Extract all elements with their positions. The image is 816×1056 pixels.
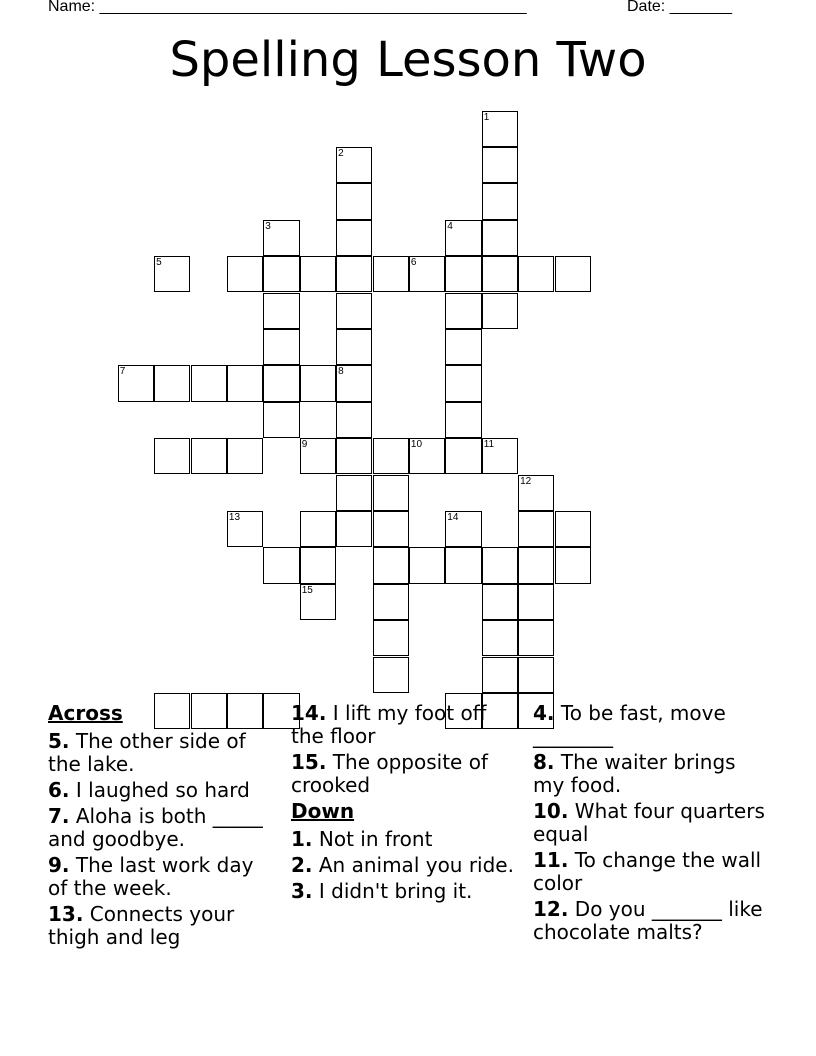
crossword-cell[interactable]: [118, 365, 154, 401]
clue-across-6: 6. I laughed so hard: [48, 778, 250, 802]
page-title: Spelling Lesson Two: [169, 32, 647, 88]
crossword-cell[interactable]: [445, 256, 481, 292]
crossword-cell[interactable]: [482, 547, 518, 583]
crossword-cell[interactable]: [336, 147, 372, 183]
cell-number: 14: [447, 511, 459, 523]
cell-number: 6: [410, 257, 417, 269]
clue-across-13: 13. Connects your thigh and leg: [48, 902, 235, 949]
clue-across-7: 7. Aloha is both _____ and goodbye.: [48, 804, 263, 851]
crossword-cell[interactable]: [263, 402, 299, 438]
crossword-cell[interactable]: [482, 111, 518, 147]
clue-down-2: 2. An animal you ride.: [291, 853, 514, 877]
crossword-cell[interactable]: [445, 220, 481, 256]
crossword-cell[interactable]: [518, 475, 554, 511]
crossword-cell[interactable]: [191, 365, 227, 401]
crossword-cell[interactable]: [482, 657, 518, 693]
crossword-cell[interactable]: [555, 547, 591, 583]
cell-number: 11: [483, 439, 495, 451]
crossword-cell[interactable]: [227, 438, 263, 474]
crossword-cell[interactable]: [482, 293, 518, 329]
crossword-cell[interactable]: [300, 584, 336, 620]
crossword-cell[interactable]: [373, 657, 409, 693]
crossword-cell[interactable]: [445, 402, 481, 438]
crossword-cell[interactable]: [518, 547, 554, 583]
crossword-cell[interactable]: [373, 438, 409, 474]
cell-number: 10: [410, 439, 423, 451]
clue-down-12: 12. Do you _______ like chocolate malts?: [533, 897, 763, 944]
cell-number: 8: [338, 366, 344, 378]
crossword-cell[interactable]: [300, 511, 336, 547]
crossword-cell[interactable]: [445, 511, 481, 547]
crossword-cell[interactable]: [482, 147, 518, 183]
crossword-cell[interactable]: [336, 475, 372, 511]
crossword-cell[interactable]: [445, 293, 481, 329]
crossword-cell[interactable]: [482, 220, 518, 256]
cell-number: 2: [338, 147, 344, 159]
down-heading: Down: [291, 799, 355, 823]
crossword-cell[interactable]: [300, 365, 336, 401]
crossword-cell[interactable]: [191, 438, 227, 474]
clues-column-2: [291, 702, 521, 906]
crossword-cell[interactable]: [518, 657, 554, 693]
cell-number: 3: [265, 220, 271, 232]
clue-down-11: 11. To change the wall color: [533, 848, 762, 895]
crossword-cell[interactable]: [373, 256, 409, 292]
crossword-cell[interactable]: [445, 547, 481, 583]
crossword-cell[interactable]: [445, 438, 481, 474]
crossword-cell[interactable]: [227, 256, 263, 292]
crossword-cell[interactable]: [555, 256, 591, 292]
crossword-cell[interactable]: [373, 584, 409, 620]
clue-across-5: 5. The other side of the lake.: [48, 729, 246, 776]
crossword-cell[interactable]: [336, 365, 372, 401]
cell-number: 15: [301, 584, 313, 596]
crossword-cell[interactable]: [482, 620, 518, 656]
clue-down-10: 10. What four quarters equal: [533, 799, 765, 846]
crossword-cell[interactable]: [482, 183, 518, 219]
crossword-cell[interactable]: [373, 620, 409, 656]
clues-column-3: [533, 702, 773, 947]
clue-across-14: 14. I lift my foot off the floor: [291, 701, 487, 748]
clues-column-1: [48, 702, 278, 952]
crossword-cell[interactable]: [336, 183, 372, 219]
crossword-cell[interactable]: [154, 256, 190, 292]
cell-number: 13: [228, 511, 241, 523]
crossword-cell[interactable]: [300, 547, 336, 583]
cell-number: 5: [156, 257, 162, 269]
crossword-cell[interactable]: [336, 402, 372, 438]
crossword-cell[interactable]: [373, 511, 409, 547]
crossword-cell[interactable]: [409, 547, 445, 583]
clue-down-1: 1. Not in front: [291, 827, 433, 851]
crossword-cell[interactable]: [409, 256, 445, 292]
clue-down-8: 8. The waiter brings my food.: [533, 750, 736, 797]
crossword-cell[interactable]: [336, 438, 372, 474]
crossword-cell[interactable]: [482, 438, 518, 474]
crossword-cell[interactable]: [482, 256, 518, 292]
crossword-cell[interactable]: [373, 547, 409, 583]
clue-across-15: 15. The opposite of crooked: [291, 750, 488, 797]
name-field[interactable]: Name: ________________________________________________: [48, 0, 527, 15]
crossword-cell[interactable]: [300, 256, 336, 292]
crossword-cell[interactable]: [263, 293, 299, 329]
crossword-cell[interactable]: [373, 475, 409, 511]
crossword-cell[interactable]: [154, 438, 190, 474]
crossword-cell[interactable]: [263, 365, 299, 401]
clue-across-9: 9. The last work day of the week.: [48, 853, 254, 900]
crossword-cell[interactable]: [154, 365, 190, 401]
crossword-cell[interactable]: [263, 547, 299, 583]
crossword-cell[interactable]: [263, 220, 299, 256]
crossword-cell[interactable]: [263, 256, 299, 292]
crossword-cell[interactable]: [409, 438, 445, 474]
crossword-cell[interactable]: [336, 256, 372, 292]
crossword-cell[interactable]: [263, 329, 299, 365]
crossword-cell[interactable]: [300, 438, 336, 474]
crossword-cell[interactable]: [518, 620, 554, 656]
crossword-cell[interactable]: [482, 584, 518, 620]
date-field[interactable]: Date: _______: [627, 0, 732, 15]
crossword-cell[interactable]: [445, 329, 481, 365]
crossword-cell[interactable]: [336, 220, 372, 256]
crossword-cell[interactable]: [227, 511, 263, 547]
crossword-cell[interactable]: [518, 256, 554, 292]
crossword-cell[interactable]: [227, 365, 263, 401]
crossword-cell[interactable]: [336, 511, 372, 547]
cell-number: 12: [520, 475, 532, 487]
clue-down-3: 3. I didn't bring it.: [291, 879, 473, 903]
across-heading: Across: [48, 701, 123, 725]
crossword-cell[interactable]: [518, 584, 554, 620]
clue-down-4: 4. To be fast, move ________: [533, 701, 726, 748]
crossword-cell[interactable]: [445, 365, 481, 401]
crossword-cell[interactable]: [555, 511, 591, 547]
crossword-cell[interactable]: [336, 293, 372, 329]
cell-number: 9: [301, 439, 308, 451]
cell-number: 7: [119, 366, 126, 378]
cell-number: 1: [483, 111, 490, 123]
crossword-cell[interactable]: [518, 511, 554, 547]
cell-number: 4: [447, 220, 453, 232]
crossword-cell[interactable]: [336, 329, 372, 365]
